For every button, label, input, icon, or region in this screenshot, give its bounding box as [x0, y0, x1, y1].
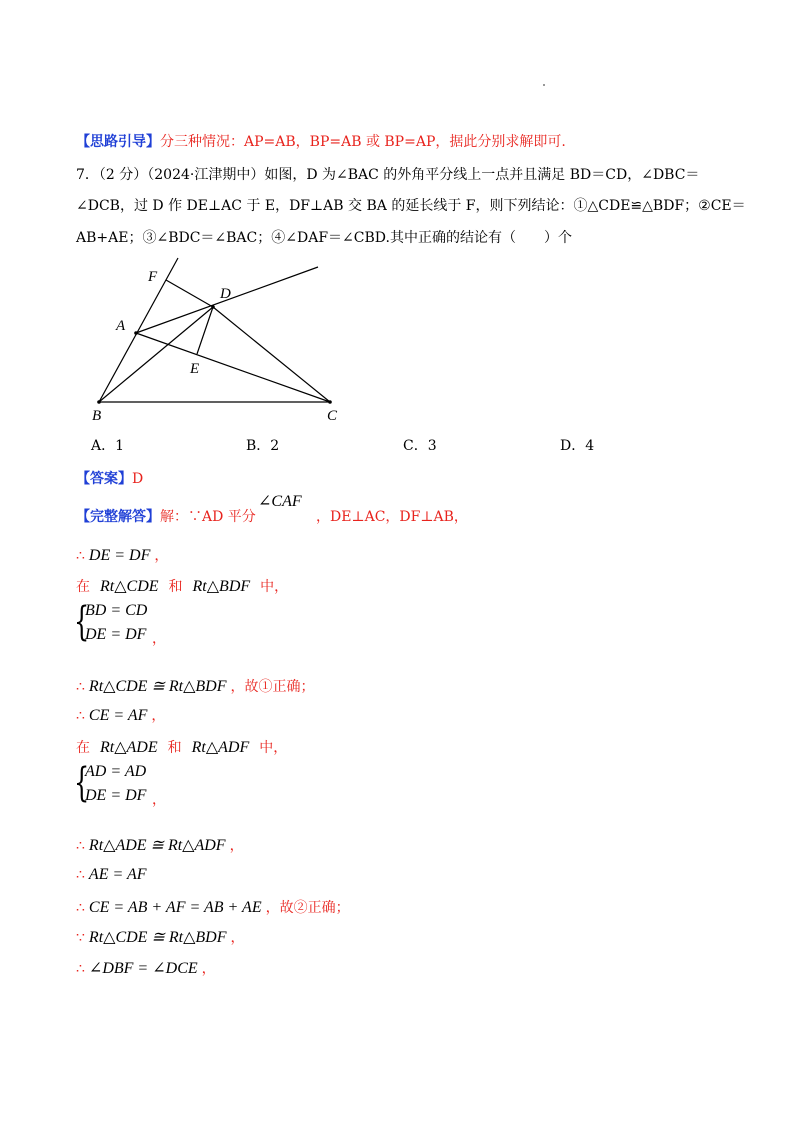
- option-a: [91, 435, 124, 455]
- option-b-letter: B．: [246, 438, 271, 454]
- point-B: [97, 400, 101, 404]
- label-B: B: [92, 408, 102, 424]
- system-2-eq-2: DE = DF: [85, 787, 147, 804]
- system-1-eq-2: DE = DF: [85, 626, 147, 643]
- step-8: ∴ CE = AB + AF = AB + AE ，故②正确；: [76, 899, 350, 916]
- line-BF-extended: [99, 258, 178, 402]
- solution-intro-tail: ，DE⊥AC，DF⊥AB，: [316, 509, 468, 525]
- point-D: [211, 305, 215, 309]
- label-F: F: [148, 269, 158, 285]
- answer-label: 【答案】: [76, 471, 132, 487]
- step-9: ∵ Rt△CDE ≅ Rt△BDF ，: [76, 929, 245, 946]
- question-line-2: ∠DCB，过 D 作 DE⊥AC 于 E，DF⊥AB 交 BA 的延长线于 F，则下列结论：①△CDE≌△BDF；②CE＝: [76, 198, 746, 214]
- point-C: [328, 400, 332, 404]
- label-C: C: [327, 408, 338, 424]
- system-1-eq-1: BD = CD: [85, 602, 148, 619]
- step-10: ∴ ∠DBF = ∠DCE ，: [76, 960, 216, 977]
- step-6: ∴ Rt△ADE ≅ Rt△ADF ，: [76, 837, 244, 854]
- hint-text: 分三种情况：AP=AB，BP=AB 或 BP=AP，据此分别求解即可.: [160, 134, 566, 150]
- question-line-1: 7．（2 分）（2024·江津期中）如图，D 为∠BAC 的外角平分线上一点并且满足 BD＝CD，∠DBC＝: [76, 167, 700, 183]
- segment-DF: [166, 280, 213, 307]
- system-1-tail: ，: [152, 631, 166, 647]
- option-c-letter: C．: [403, 438, 428, 454]
- solution-intro: 解：∵AD 平分: [160, 509, 256, 525]
- segment-CD: [213, 307, 330, 402]
- point-A: [134, 331, 138, 335]
- option-c-value: 3: [427, 438, 437, 454]
- solution-label: 【完整解答】: [76, 509, 160, 525]
- segment-AC: [136, 333, 330, 402]
- geometry-figure: [0, 0, 800, 440]
- option-b: [246, 435, 279, 455]
- option-b-value: 2: [270, 438, 280, 454]
- answer-value: D: [132, 471, 144, 487]
- step-7: ∴ AE = AF: [76, 866, 147, 883]
- system-brace-1: {: [74, 599, 90, 645]
- step-1: ∴ DE = DF ，: [76, 547, 169, 564]
- option-d: [560, 435, 594, 455]
- angle-CAF: ∠CAF: [258, 493, 302, 510]
- label-E: E: [190, 361, 200, 377]
- step-3: ∴ Rt△CDE ≅ Rt△BDF ，故①正确；: [76, 678, 315, 695]
- label-D: D: [220, 286, 231, 302]
- question-line-3: AB+AE；③∠BDC＝∠BAC；④∠DAF＝∠CBD.其中正确的结论有（ ）个: [76, 230, 572, 246]
- step-2: 在 Rt△CDE 和 Rt△BDF 中，: [76, 578, 289, 595]
- step-5: 在 Rt△ADE 和 Rt△ADF 中，: [76, 739, 288, 756]
- answer-line: [76, 468, 143, 488]
- step-4: ∴ CE = AF ，: [76, 707, 166, 724]
- solution-intro-line: [76, 506, 256, 526]
- option-a-value: 1: [115, 438, 125, 454]
- option-d-value: 4: [585, 438, 595, 454]
- hint-label: 【思路引导】: [76, 134, 160, 150]
- option-a-letter: A．: [91, 438, 116, 454]
- label-A: A: [116, 318, 126, 334]
- system-brace-2: {: [74, 760, 90, 806]
- system-2-tail: ，: [152, 792, 166, 808]
- system-2-eq-1: AD = AD: [85, 763, 147, 780]
- option-c: [403, 435, 437, 455]
- option-d-letter: D．: [560, 438, 586, 454]
